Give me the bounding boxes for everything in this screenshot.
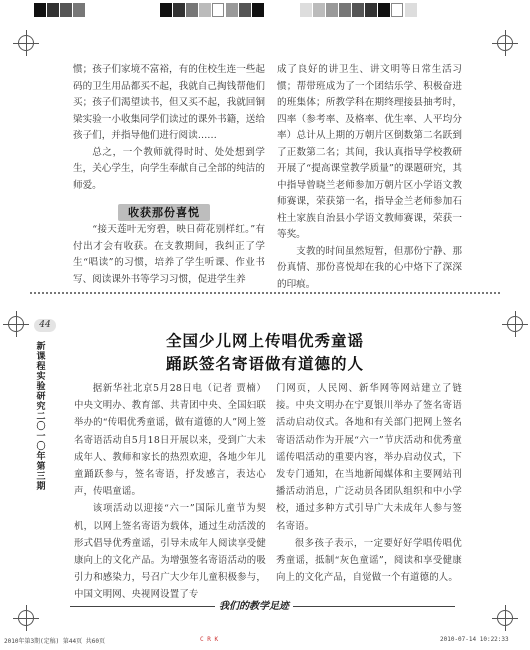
bar [160, 3, 172, 17]
paragraph: 惯；孩子们家境不富裕，有的住校生连一些起码的卫生用品都买不起，我就自己掏钱帮他们买；孩子们渴望读书，但又买不起，我就回铜梁实验一小收集同学们读过的课外书籍，送给孩子们，并指导他们进行阅读…… [73, 64, 265, 141]
article-title-line1: 全国少儿网上传唱优秀童谣 [165, 332, 364, 350]
bar [313, 3, 325, 17]
crop-mark [497, 610, 513, 626]
paragraph: 据新华社北京5月28日电（记者 贾楠）中央文明办、教育部、共青团中央、全国妇联举办的“传唱优秀童谣，做有道德的人”网上签名寄语活动自5月18日开展以来，受到广大未成年人、教师和家长的热烈欢迎，各地少年儿童踊跃参与，签名寄语，抒发感言，表达心声，传唱童谣。 [74, 383, 266, 498]
bar [365, 3, 377, 17]
bar [186, 3, 198, 17]
print-slug-right: 2010-07-14 10:22:33 [440, 636, 509, 643]
bar [226, 3, 238, 17]
bar [339, 3, 351, 17]
crop-mark [18, 35, 34, 51]
paragraph: 总之，一个教师就得时时、处处想到学生，关心学生，向学生奉献自己全部的纯洁的师爱。 [73, 146, 265, 191]
bar [34, 3, 46, 17]
paragraph: 很多孩子表示，一定要好好学唱传唱优秀童谣，抵制“灰色童谣”，阅读和享受健康向上的文化产品，自觉做一个有道德的人。 [276, 537, 462, 584]
bar [199, 3, 211, 17]
paragraph: 成了良好的讲卫生、讲文明等日常生活习惯；帮带班成为了一个团结乐学、积极奋进的班集体；所教学科在期终理接县抽考时，四率（参考率、及格率、优生率、人平均分率）总计从上期的万朝片区倒数第二名跃到了正数第二名；其间，我认真指导学校教研开展了“提高课堂教学质量”的课题研究，其中指导曾晓兰老师参加万朝片区小学语文教师赛课，荣获第一名，指导金兰老师参加石柱土家族自治县小学语文教师赛课，荣获一等奖。 [277, 64, 462, 240]
registration-label: C R K [200, 636, 219, 643]
bar [47, 3, 59, 17]
footer-label: 我们的教学足迹 [215, 597, 293, 612]
upper-right-column [277, 62, 462, 293]
bar [378, 3, 390, 17]
paragraph: 支教的时间虽然短暂，但那份宁静、那份真情、那份喜悦却在我的心中烙下了深深的印痕。 [277, 245, 462, 290]
paragraph: 门网页，人民网、新华网等网站建立了链接。中央文明办在宁夏银川举办了签名寄语活动启动仪式。各地和有关部门把网上签名寄语活动作为开展“六一”节庆活动和优秀童谣传唱活动的重要内容，举办启动仪式，下发专门通知，在当地新闻媒体和主要网站刊播活动消息，广泛动员各团队组织和中小学校，通过多种方式引导广大未成年人参与签名寄语。 [276, 383, 462, 532]
journal-sidebar: 新课程实验研究 二〇一〇年 第三期 [36, 342, 46, 492]
page-number: 44 [34, 319, 56, 332]
bar [60, 3, 72, 17]
upper-left-column [73, 62, 265, 194]
bar [405, 3, 417, 17]
bar [300, 3, 312, 17]
section-heading: 收获那份喜悦 [118, 204, 210, 221]
section-divider [30, 292, 500, 294]
bar [239, 3, 251, 17]
article-title-line2: 踊跃签名寄语做有道德的人 [165, 355, 364, 373]
article-right-column [276, 380, 462, 586]
bar [252, 3, 264, 17]
crop-mark [497, 35, 513, 51]
print-slug-left: 2010年第3期(定稿) 第44页 共60页 [4, 638, 105, 645]
bar [391, 3, 403, 17]
crop-mark [18, 610, 34, 626]
paragraph: 该项活动以迎接“六一”国际儿童节为契机，以网上签名寄语为载体，通过生动活泼的形式倡导优秀童谣，引导未成年人阅读享受健康向上的文化产品。为增强签名寄语活动的吸引力和感染力，号召广大少年儿童积极参与，中国文明网、央视网设置了专 [74, 503, 266, 601]
lower-left-column [73, 222, 265, 288]
bar [326, 3, 338, 17]
bar [352, 3, 364, 17]
bar [173, 3, 185, 17]
bar [212, 3, 224, 17]
paragraph: “接天莲叶无穷碧，映日荷花别样红。”有付出才会有收获。在支教期间，我纠正了学生“唱读”的习惯，培养了学生听课、作业书写、阅读课外书等学习习惯，促进学生养 [73, 224, 265, 285]
article-left-column [74, 380, 266, 604]
bar [73, 3, 85, 17]
